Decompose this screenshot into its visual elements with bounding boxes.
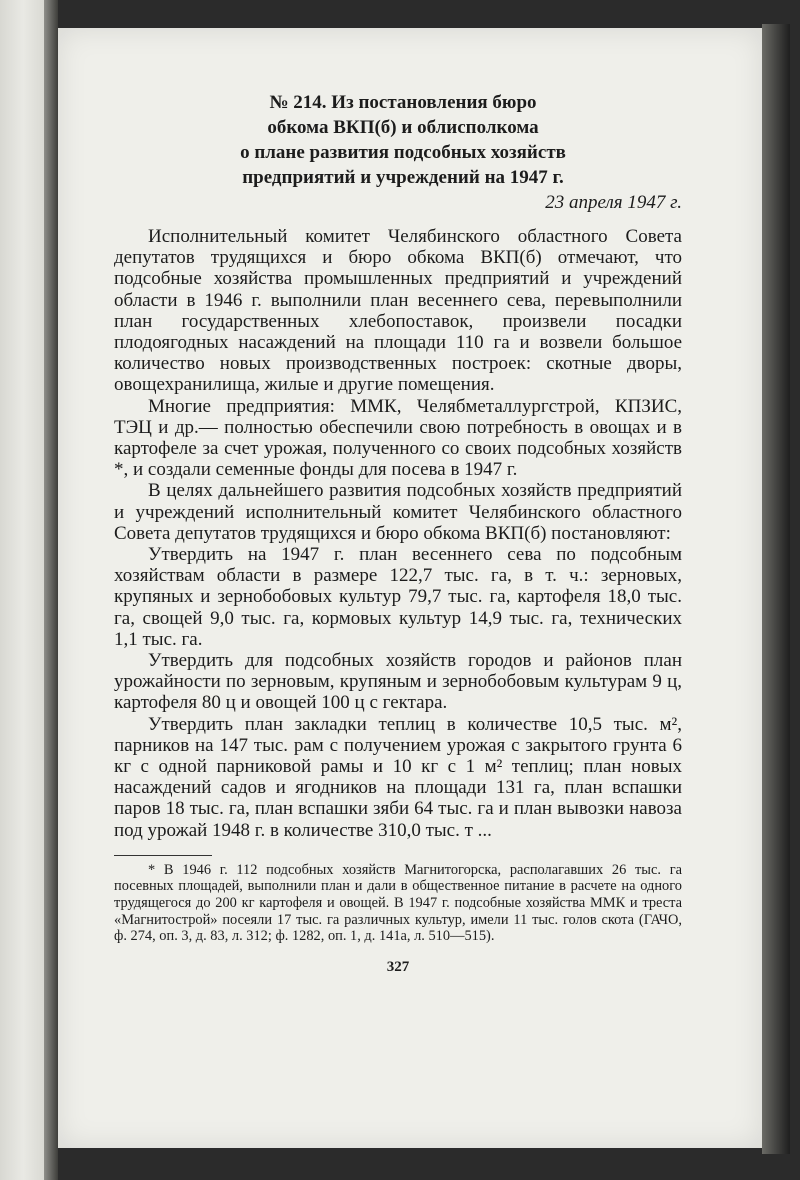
title-line-1: № 214. Из постановления бюро xyxy=(269,92,537,113)
page-content xyxy=(114,92,682,976)
paragraph-1: Исполнительный комитет Челябинского областного Совета депутатов трудящихся и бюро обкома ВКП(б) отмечают, что подсобные хозяйства промышленных предприятий и учреждений области в 1946 г. выполнили план весеннего сева, перевыполнили план государственных хлебопоставок, произвели посадки плодоягодных насаждений на площади 110 га и возвели большое количество новых производственных построек: скотные дворы, овощехранилища, жилые и другие помещения. xyxy=(114,226,682,396)
title-line-4: предприятий и учреждений на 1947 г. xyxy=(242,167,564,188)
book-spine-left xyxy=(0,0,58,1180)
footnote-divider xyxy=(114,855,212,856)
document-title xyxy=(114,92,682,189)
paragraph-2: Многие предприятия: ММК, Челябметаллургстрой, КПЗИС, ТЭЦ и др.— полностью обеспечили свою потребность в овощах и в картофеле за счет урожая, полученного со своих подсобных хозяйств *, и создали семенные фонды для посева в 1947 г. xyxy=(114,395,682,481)
document-page xyxy=(58,28,762,1148)
title-line-3: о плане развития подсобных хозяйств xyxy=(240,142,566,163)
paragraph-6: Утвердить план закладки теплиц в количестве 10,5 тыс. м², парников на 147 тыс. рам с получением урожая с закрытого грунта 6 кг с одной парниковой рамы и 10 кг с 1 м² теплиц; план новых насаждений садов и ягодников на площади 131 га, план вспашки паров 18 тыс. га, план вспашки зяби 64 тыс. га и план вывозки навоза под урожай 1948 г. в количестве 310,0 тыс. т ... xyxy=(114,713,682,841)
book-fold-shadow xyxy=(44,0,58,1180)
document-date: 23 апреля 1947 г. xyxy=(545,192,682,213)
title-line-2: обкома ВКП(б) и облисполкома xyxy=(267,117,539,138)
paragraph-3: В целях дальнейшего развития подсобных хозяйств предприятий и учреждений исполнительный комитет Челябинского областного Совета депутатов трудящихся и бюро обкома ВКП(б) постановляют: xyxy=(114,480,682,544)
page-number: 327 xyxy=(386,958,410,975)
paragraph-5: Утвердить для подсобных хозяйств городов и районов план урожайности по зерновым, крупяным и зернобобовым культурам 9 ц, картофеля 80 ц и овощей 100 ц с гектара. xyxy=(114,650,682,714)
book-edge-right xyxy=(762,24,790,1154)
footnote: * В 1946 г. 112 подсобных хозяйств Магнитогорска, располагавших 26 тыс. га посевных площадей, выполнили план и дали в общественное питание в расчете на одного трудящегося до 200 кг картофеля и овощей. В 1947 г. подсобные хозяйства ММК и треста «Магнитострой» посеяли 17 тыс. га различных культур, имели 11 тыс. голов скота (ГАЧО, ф. 274, оп. 3, д. 83, л. 312; ф. 1282, оп. 1, д. 141а, л. 510—515). xyxy=(114,861,682,945)
paragraph-4: Утвердить на 1947 г. план весеннего сева по подсобным хозяйствам области в размере 122,7 тыс. га, в т. ч.: зерновых, крупяных и зернобобовых культур 79,7 тыс. га, картофеля 18,0 тыс. га, свощей 9,0 тыс. га, кормовых культур 14,9 тыс. га, технических 1,1 тыс. га. xyxy=(114,544,682,650)
